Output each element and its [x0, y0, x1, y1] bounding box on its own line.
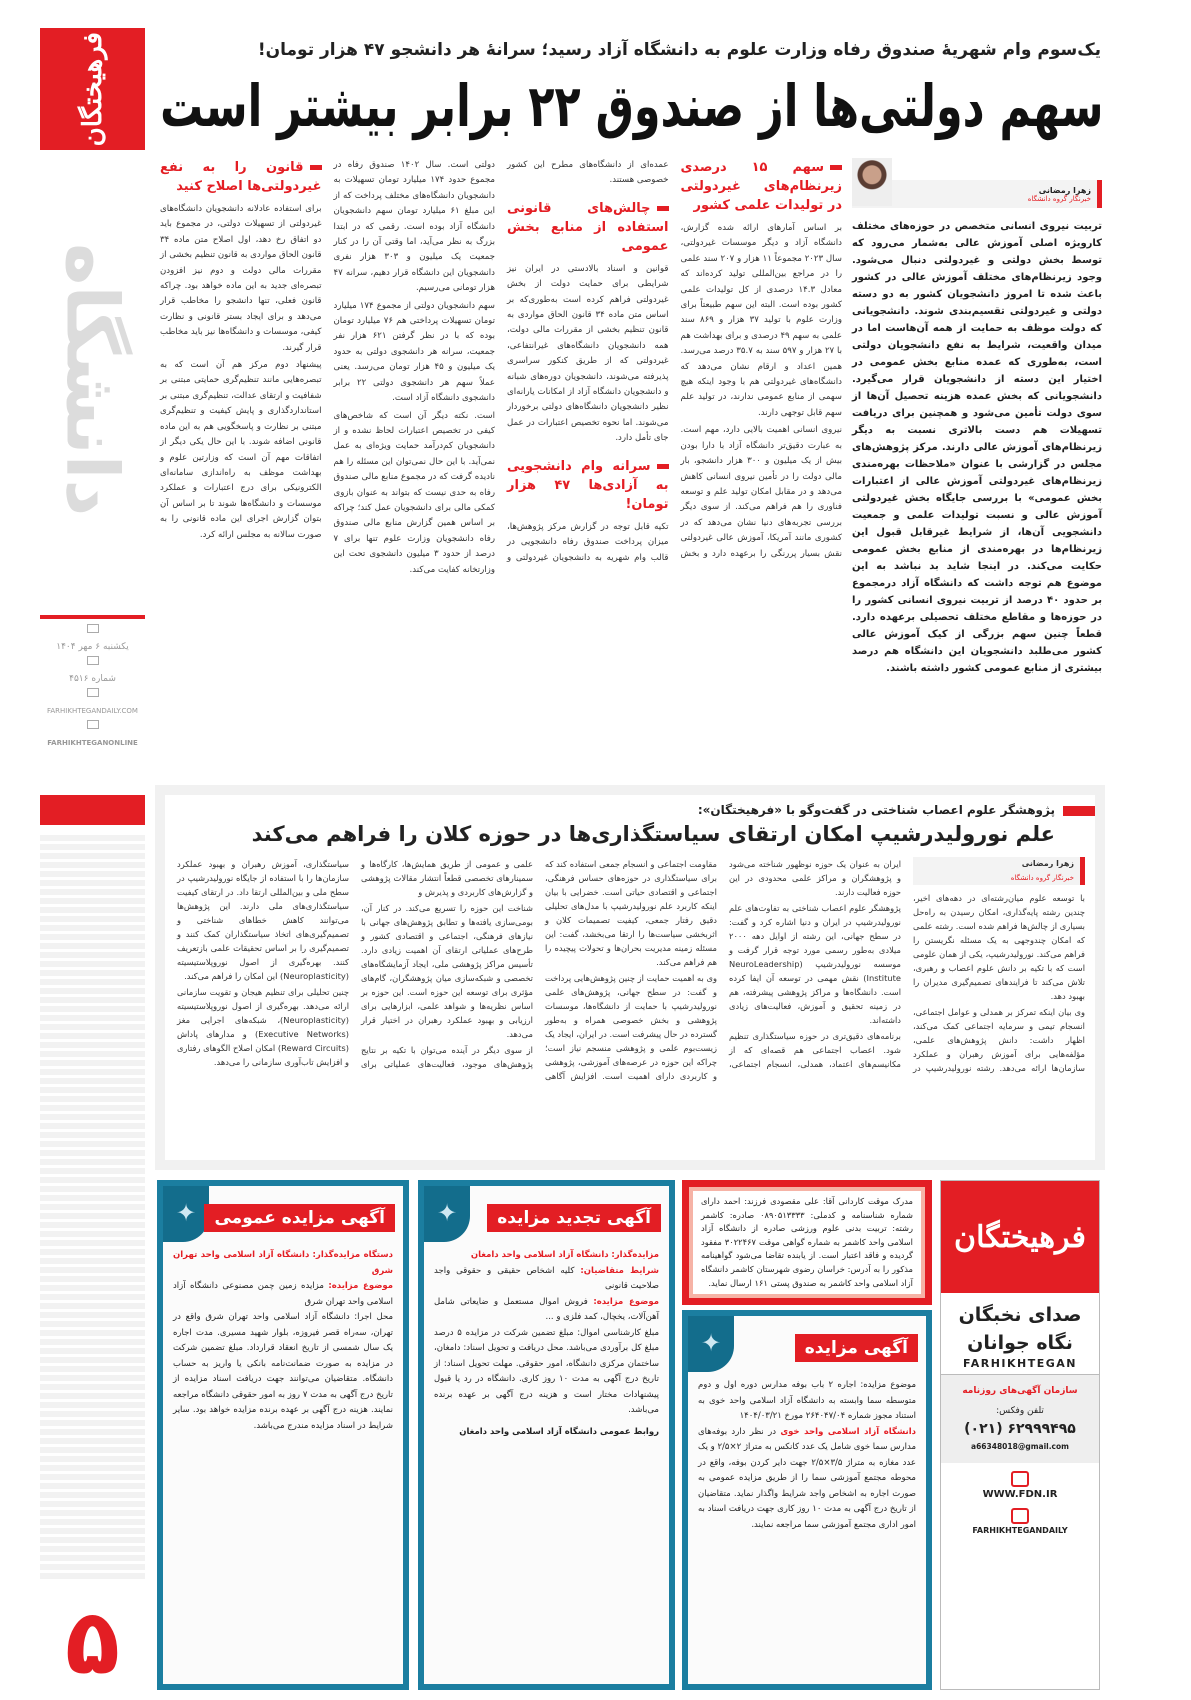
author-role: خبرنگار گروه دانشگاه	[1027, 194, 1091, 203]
ad-public-auction	[157, 1180, 409, 1690]
newspaper-logo[interactable]	[40, 28, 145, 150]
paragraph: برنامه‌های دقیق‌تری در حوزه سیاستگذاری تنظیم شود. اعصاب اجتماعی هم قصه‌ای که از مکانیسم‌های اعتماد، همدلی، انسجام اجتماعی، مقاومت اجتماعی و انسجام جمعی استفاده کند که برای سیاستگذاری در حوزه‌های حساس فرهنگی، اجتماعی و اقتصادی حیاتی است. خضرایی با بیان اینکه کاربرد علم نورولیدرشیپ با مدل‌های تحلیلی دقیق رفتار جمعی، کیفیت تصمیمات کلان و اثربخشی سیاست‌ها را ارتقا می‌بخشد، گفت: این مسئله زمینه مدیریت بحران‌ها و تحولات پیچیده را هم فراهم می‌کند.	[545, 859, 901, 1069]
subheading: چالش‌های قانونی استفاده از منابع بخش عمومی	[507, 200, 669, 254]
accent-bar	[40, 795, 145, 825]
ad-applicants: کلیه اشخاص حقیقی و حقوقی واجد صلاحیت قانونی	[434, 1265, 659, 1291]
ad-body: محل اجرا: دانشگاه آزاد اسلامی واحد تهران شرق واقع در تهران، سه‌راه قصر فیروزه، بلوار شهید مسیری. مدت اجاره یک سال شمسی از تاریخ انعقاد قرارداد. مبلغ تضمین شرکت در مزایده به صورت ضمانت‌نامه بانکی یا واریز به حساب دانشگاه. متقاضیان می‌توانند جهت دریافت اسناد مزایده از تاریخ درج آگهی به مدت ۷ روز به امور حقوقی دانشگاه مراجعه نمایند. هزینه درج آگهی بر عهده برنده مزایده خواهد بود. سایر شرایط در اسناد مزایده مندرج می‌باشد.	[173, 1312, 393, 1431]
paragraph: است. نکته دیگر آن است که شاخص‌های کیفی در تخصیص اعتبارات لحاظ نشده و از دانشجویان کم‌درآمد حمایت ویژه‌ای به عمل نمی‌آید. با این حال نمی‌توان این مسئله را هم نادیده گرفت که در مجموع منابع مالی صندوق رفاه به حدی نیست که بتواند به عنوان بازوی کمکی مالی برای دانشجویان عمل کند؛ چراکه بر اساس همین گزارش منابع مالی صندوق رفاه دانشجویان وزارت علوم تنها برای ۷ درصد از حدود ۳ میلیون دانشجوی تحت این وزارتخانه کفایت می‌کند.	[333, 410, 495, 575]
article1-headline-area	[160, 70, 1103, 146]
social-handle[interactable]: FARHIKHTEGANDAILY	[972, 1526, 1068, 1535]
university-emblem-icon: ✦	[688, 1316, 734, 1372]
ad-subject: فروش اموال مستعمل و ضایعاتی شامل آهن‌آلات، یخچال، کمد فلزی و ...	[434, 1296, 659, 1322]
author-name: زهرا رمضانی	[1038, 185, 1091, 195]
paragraph: برای استفاده عادلانه دانشجویان دانشگاه‌های غیردولتی از تسهیلات دولتی، در مجموع باید دو اتفاق رخ دهد، اول اصلاح متن ماده ۳۴ قانون الحاق مواردی به قانون تنظیم بخشی از مقررات مالی دولت و دوم نیز افزودن تبصره‌ای جدید به این ماده خواهد بود. چراکه قانون فعلی، تنها دانشجو را مخاطب قرار می‌دهد و برای ایجاد بستر قانونی و نظارت کیفی، موسسات و دانشگاه‌ها نیز باید مخاطب قرار گیرند.	[160, 204, 322, 353]
paragraph: نیروی انسانی اهمیت بالایی دارد، مهم است. به عبارت دقیق‌تر دانشگاه آزاد با دارا بودن بیش از یک میلیون و ۳۰۰ هزار دانشجو، بار مالی دولت را در تأمین نیروی انسانی کاهش می‌دهد و در مقابل امکان تولید علم و توسعه فناوری را هم فراهم می‌کند. از سوی دیگر بررسی تجربه‌های دنیا نشان می‌دهد که در کشوری مانند آمریکا، آموزش عالی غیردولتی نقش بسیار پررنگی را برعهده دارد و بخش عمده‌ای از دانشگاه‌های مطرح این کشور خصوصی هستند.	[507, 160, 842, 559]
subheading: سرانه وام دانشجویی به آزادی‌ها ۴۷ هزار تومان!	[507, 458, 669, 512]
phone-number[interactable]: (۰۲۱) ۶۲۹۹۹۴۹۵	[964, 1421, 1076, 1437]
phone-label: تلفن وفکس:	[996, 1406, 1044, 1416]
label: دستگاه مزایده‌گذار:	[312, 1250, 393, 1260]
newspaper-logo: فرهیختگان	[941, 1181, 1099, 1293]
label: موضوع مزایده:	[328, 1281, 393, 1291]
ad-renewed-auction	[418, 1180, 675, 1690]
university-emblem-icon: ✦	[163, 1186, 209, 1242]
calendar-icon	[87, 624, 99, 633]
author-name: زهرا رمضانی	[1021, 859, 1074, 868]
slogan: صدای نخبگان	[958, 1304, 1082, 1326]
ad-newspaper-contact	[940, 1180, 1100, 1690]
ad-body: مدرک موقت کاردانی آقا: علی مقصودی فرزند: احمد دارای شماره شناسنامه و کدملی: ۰۸۹۰۵۱۳۳۳۳ صادره: کاشمر رشته: تربیت بدنی علوم ورزشی صادره از دانشگاه آزاد اسلامی واحد کاشمر به شماره گواهی موقت ۳۰۲۲۴۶۷ مفقود گردیده و فاقد اعتبار است. از یابنده تقاضا می‌شود گواهینامه مذکور را به آدرس: خراسان رضوی شهرستان کاشمر دانشگاه آزاد اسلامی واحد کاشمر به صندوق پستی ۱۶۱ ارسال نماید.	[693, 1191, 921, 1294]
article2-box	[155, 785, 1105, 1170]
issue-date: یکشنبه ۶ مهر ۱۴۰۴	[56, 642, 129, 652]
section-title: دانشگاه	[50, 243, 135, 517]
ad-org: دانشگاه آزاد اسلامی واحد دامغان	[470, 1250, 609, 1260]
web-icon	[1011, 1471, 1029, 1487]
paragraph: وی بیان اینکه تمرکز بر همدلی و عوامل اجتماعی، انسجام تیمی و سرمایه اجتماعی کمک می‌کند، اظهار داشت: دانش پژوهش‌های علمی، مؤلفه‌هایی برای آموزش رهبران و عملکرد سازمان‌ها ارائه می‌دهد. رشته نورولیدرشیپ در ایران به عنوان یک حوزه نوظهور شناخته می‌شود و پژوهشگران و مراکز علمی محدودی در این حوزه فعالیت دارند.	[729, 859, 1085, 1073]
ad-title: آگهی مزایده	[795, 1334, 918, 1362]
logo-text: فرهیختگان	[77, 31, 108, 147]
author-photo	[852, 158, 892, 206]
slogan: نگاه جوانان	[967, 1332, 1073, 1354]
paragraph: شناخت این حوزه را تسریع می‌کند. در کنار آن، بومی‌سازی یافته‌ها و تطابق پژوهش‌های جهانی با نیازهای فرهنگی، اجتماعی و اقتصادی کشور و طرح‌های عملیاتی ارتقای آن اهمیت زیادی دارد. تأسیس مراکز پژوهشی ملی، ایجاد آزمایشگاه‌های تخصصی و شبکه‌سازی میان پژوهشگران، گام‌های مؤثری برای توسعه این حوزه است. این حوزه بر اساس نظریه‌ها و شواهد علمی، ابزارهایی برای ارزیابی و بهبود عملکرد رهبران در اختیار قرار می‌دهد.	[361, 903, 533, 1039]
subheading: سهم ۱۵ درصدی زیرنظام‌های غیردولتی در تولیدات علمی کشور	[680, 160, 842, 213]
article1-body	[160, 158, 842, 758]
page-number: ۵	[65, 1590, 120, 1695]
latin-name: FARHIKHTEGAN	[941, 1357, 1099, 1375]
label: شرایط متقاضیان:	[580, 1265, 659, 1276]
paragraph: تکیه قابل توجه در گزارش مرکز پژوهش‌ها، میزان پرداخت صندوق رفاه دانشجویی در قالب وام شهریه به دانشجویان غیردولتی و دولتی است. سال ۱۴۰۲ صندوق رفاه در مجموع حدود ۱۷۴ میلیارد تومان تسهیلات به دانشجویان دانشگاه‌های مختلف پرداخت که از این مبلغ ۶۱ میلیارد تومان سهم دانشجویان دانشگاه آزاد بوده است. رقمی که در ابتدا بزرگ به نظر می‌آید، اما وقتی آن را در کنار جمعیت یک میلیون و ۳۰۳ هزار نفری دانشجویان این دانشگاه قرار دهیم، سرانه ۴۷ هزار تومانی می‌رسیم.	[333, 160, 669, 563]
paragraph: پژوهشگر علوم اعصاب شناختی به تفاوت‌های علم نورولیدرشیپ در ایران و دنیا اشاره کرد و گفت: در سطح جهانی، این رشته از اوایل دهه ۲۰۰۰ میلادی به‌طور رسمی مورد توجه قرار گرفت و موسسه نورولیدرشیپ (NeuroLeadership Institute) نقش مهمی در توسعه آن ایفا کرده است. دانشگاه‌ها و مراکز پژوهشی پیشرفته، هم در زمینه تحقیق و آموزش، فعالیت‌های زیادی داشته‌اند.	[729, 903, 901, 1025]
divider	[40, 615, 145, 619]
issue-number: شماره ۴۵۱۶	[69, 674, 116, 684]
ad-body: موضوع مزایده: اجاره ۲ باب بوفه مدارس دوره اول و دوم متوسطه سما وابسته به دانشگاه آزاد اسلامی واحد خوی به استناد مجوز شماره ۲۶۴۰۴۷/۰۴ مورخ ۱۴۰۴/۰۳/۲۱	[698, 1380, 917, 1421]
ad-title: آگهی تجدید مزایده	[487, 1204, 661, 1232]
ad-org: دانشگاه آزاد اسلامی واحد خوی	[780, 1426, 916, 1437]
website-link[interactable]: FARHIKHTEGANDAILY.COM	[47, 707, 138, 715]
article1-lead-column	[852, 158, 1102, 677]
decorative-strip	[40, 835, 145, 1580]
paragraph: از سوی دیگر در آینده می‌توان با تکیه بر نتایج پژوهش‌های موجود، فعالیت‌های عملیاتی برای سیاستگذاری، آموزش رهبران و بهبود عملکرد سازمان‌ها را با استفاده از جایگاه نورولیدرشیپ در سطح ملی و بین‌المللی ارتقا داد. در ارتقای کیفیت سیاستگذاری‌های ملی دارند. این پژوهش‌ها می‌توانند کاهش خطاهای شناختی و تصمیم‌گیری‌های اتخاذ سیاستگذاران کمک کنند و تصمیم‌گیری را بر اساس تحقیقات علمی بازتعریف کنند. بهره‌گیری از اصول نوروپلاستیسیته (Neuroplasticity) این امکان را فراهم می‌کند.	[177, 859, 533, 1069]
ad-lost-document	[682, 1180, 932, 1305]
issue-number-icon	[87, 656, 99, 665]
author-byline	[852, 180, 1102, 208]
paragraph: قوانین و اسناد بالادستی در ایران نیز شرایطی برای حمایت دولت از بخش غیردولتی فراهم کرده است به‌طوری‌که بر اساس متن ماده ۳۴ قانون الحاق مواردی به قانون تنظیم بخشی از مقررات مالی دولت، همه دانشجویان دانشگاه‌های غیرانتفاعی، غیردولتی که از طریق کنکور سراسری پذیرفته می‌شوند، دانشجویان دوره‌های شبانه و دانشجویان دانشگاه آزاد از امکانات یارانه‌ای نظیر دانشجویان دانشگاه‌های دولتی برخوردار می‌شوند. اما نحوه تخصیص اعتبارات در عمل جای تأمل دارد.	[507, 263, 669, 444]
paragraph: پیشنهاد دوم مرکز هم آن است که به تبصره‌هایی مانند تنظیم‌گری حمایتی مبتنی بر شفافیت و ارتقای عدالت، تنظیم‌گری مبتنی بر استانداردگذاری و پایش کیفیت و تنظیم‌گری مبتنی بر نظارت و پاسخگویی هم به این ماده قانونی اضافه شوند. با این حال یکی دیگر از اتفاقات مهم آن است که وزارتین علوم و بهداشت موظف به راه‌اندازی سامانه‌ای الکترونیکی برای درج اعتبارات و عملکرد موسسات و دانشگاه‌ها شوند تا بر اساس آن بتوان گزارش اجرای این ماده قانونی را به صورت سالانه به مجلس ارائه کرد.	[160, 360, 322, 540]
paragraph: بر اساس آمارهای ارائه شده گزارش، دانشگاه آزاد و دیگر موسسات غیردولتی، سال ۲۰۲۳ مجموعاً ۱۱ هزار و ۲۰۷ سند علمی را در مراجع بین‌المللی تولید کرده‌اند که معادل ۱۴.۳ درصدی از کل تولیدات علمی کشور بوده است. البته این سهم طبیعتاً برای وزارت علوم با تولید ۳۷ هزار و ۸۶۹ سند علمی به سهم ۴۹ درصدی و برای بهداشت هم با ۲۷ هزار و ۵۹۷ سند به ۳۵.۷ درصد می‌رسد. همین اعداد و ارقام نشان می‌دهد که دانشگاه‌های غیردولتی هم با وجود اینکه هیچ سهمی از منابع عمومی ندارند، در تولید علم سهم قابل توجهی دارند.	[680, 223, 843, 418]
author-role: خبرنگار گروه دانشگاه	[1010, 874, 1074, 882]
ad-subject: مزایده زمین چمن مصنوعی دانشگاه آزاد اسلامی واحد تهران شرق	[173, 1281, 393, 1307]
subheading: قانون را به نفع غیردولتی‌ها اصلاح کنید	[160, 160, 322, 194]
ad-body: مبلغ کارشناسی اموال: مبلغ تضمین شرکت در مزایده ۵ درصد مبلغ کل برآوردی می‌باشد. محل دریافت و تحویل اسناد: دامغان، ساختمان مرکزی دانشگاه، امور حقوقی. مهلت تحویل اسناد: از تاریخ درج آگهی به مدت ۱۰ روز کاری. دانشگاه در رد یا قبول پیشنهادات مختار است و هزینه درج آگهی بر عهده برنده می‌باشد.	[434, 1327, 659, 1415]
ads-org: سازمان آگهی‌های روزنامه	[962, 1386, 1078, 1396]
ad-auction	[682, 1310, 932, 1690]
paragraph: سهم دانشجویان دولتی از مجموع ۱۷۴ میلیارد تومان تسهیلات پرداختی هم ۷۶ میلیارد تومان بوده که با در نظر گرفتن ۶۲۱ هزار نفر جمعیت، سرانه هر دانشجوی دولتی به حدود یک میلیون و ۴۵ هزار تومان می‌رسد. یعنی عملاً سهم هر دانشجوی دولتی ۲۲ برابر دانشجوی دانشگاه آزاد است.	[333, 300, 496, 404]
article2-body	[177, 857, 1085, 1083]
social-icon	[1011, 1508, 1029, 1524]
email-link[interactable]: a66348018@gmail.com	[971, 1442, 1069, 1451]
social-icon	[87, 720, 99, 729]
web-icon	[87, 688, 99, 697]
ad-signature: روابط عمومی دانشگاه آزاد اسلامی واحد دامغان	[459, 1426, 659, 1437]
article1-headline: سهم دولتی‌ها از صندوق ۲۲ برابر بیشتر است	[159, 72, 1103, 140]
paragraph: با توسعه علوم میان‌رشته‌ای در دهه‌های اخیر، چندین رشته پایه‌گذاری، امکان رسیدن به راه‌حل بسیاری از چالش‌ها فراهم شده است. رشته علمی که امکان چندوجهی به یک مسئله نگریستن را فراهم می‌کند. نورولیدرشیپ، یکی از همان علومی است که با تکیه بر دانش علوم اعصاب و رهبری، تلاش می‌کند تا فرایندهای تصمیم‌گیری مدیران را بهبود دهد.	[913, 893, 1085, 1001]
article1-subtitle: یک‌سوم وام شهریهٔ صندوق رفاه وزارت علوم به دانشگاه آزاد رسید؛ سرانهٔ هر دانشجو ۴۷ هزار تومان!	[257, 40, 1101, 60]
university-emblem-icon: ✦	[424, 1186, 470, 1242]
article1-lead: تربیت نیروی انسانی متخصص در حوزه‌های مختلف کارویژه اصلی آموزش عالی به‌شمار می‌رود که توسط بخش دولتی و غیردولتی دنبال می‌شود. وجود زیرنظام‌های مختلف آموزش عالی در کشور باعث شده تا امروز دانشجویان کشور به دو دسته دولتی و غیردولتی تقسیم‌بندی شوند. دانشجویانی که دولت موظف به حمایت از همه آن‌هاست اما در میدان واقعیت، شرایط به نفع دانشجویان دولتی است، به‌طوری که عمده منابع بخش عمومی در اختیار این دسته از دانشجویان قرار می‌گیرد. دانشجویانی که بخش عمده هزینه تحصیل آن‌ها از سوی دولت تأمین می‌شود و همچنین برای دریافت تسهیلات هم دست بالاتری نسبت به دیگر زیرنظام‌های آموزش عالی دارند. مرکز پژوهش‌های مجلس در گزارشی با عنوان «ملاحظات بهره‌مندی زیرنظام‌های غیردولتی آموزش عالی از اعتبارات بخش عمومی» با بررسی جایگاه بخش غیردولتی آموزش عالی و نسبت تولیدات علمی و جمعیت دانشجویی آن‌ها، از شرایط غیرقابل قبول این زیرنظام‌ها در بهره‌مندی از منابع بخش عمومی حکایت می‌کند. در اینجا شاید بد نباشد به این موضوع هم توجه داشت که دانشگاه آزاد درمجموع بر حدود ۴۰ درصد از تربیت نیروی انسانی کشور را در حوزه‌ها و مقاطع مختلف تحصیلی برعهده دارد. قطعاً چنین سهم بزرگی از کیک آموزش عالی کشور می‌طلبد دانشجویان این دانشگاه هم درصد بیشتری از منابع عمومی کشور داشته باشند.	[852, 221, 1102, 674]
author-byline	[913, 857, 1085, 885]
masthead-column	[0, 0, 150, 1700]
paragraph: وی به اهمیت حمایت از چنین پژوهش‌هایی پرداخت و گفت: در سطح جهانی، پژوهش‌های علمی نورولیدرشیپ با حمایت از دانشگاه‌ها، موسسات پژوهشی و بخش خصوصی همراه و به‌طور گسترده در حال پیشرفت است. در ایران، ایجاد یک زیست‌بوم علمی و پژوهشی منسجم نیاز است؛ چراکه این حوزه در عرصه‌های آموزشی، پژوهشی و کاربردی دارای اهمیت است. افزایش آگاهی علمی و عمومی از طریق همایش‌ها، کارگاه‌ها و سمینارهای تخصصی قطعاً انتشار مقالات پژوهشی و گزارش‌های کاربردی و پذیرش و	[361, 859, 717, 1081]
label: موضوع مزایده:	[593, 1296, 659, 1307]
social-handle[interactable]: FARHIKHTEGANONLINE	[47, 739, 138, 747]
ad-body: در نظر دارد بوفه‌های مدارس سما خوی شامل یک عدد کانکس به متراژ ۲×۲/۵ و یک عدد مغازه به متراژ ۳/۵×۲/۵ جهت دایر کردن بوفه، واقع در محوطه مجتمع آموزشی سما را از طریق مزایده عمومی به صورت اجاره به اشخاص واجد شرایط واگذار نماید. متقاضیان از تاریخ درج آگهی به مدت ۱۰ روز کاری جهت دریافت اسناد به امور اداری مجتمع آموزشی سما مراجعه نمایند.	[697, 1426, 917, 1530]
issue-info	[40, 615, 145, 751]
ad-title: آگهی مزایده عمومی	[204, 1204, 395, 1232]
paragraph: چنین تحلیلی برای تنظیم هیجان و تقویت سازمانی ارائه می‌دهد. بهره‌گیری از اصول نوروپلاستیسیته (Neuroplasticity)، شبکه‌های اجرایی مغز (Executive Networks) و مدارهای پاداش (Reward Circuits) امکان اصلاح الگوهای رفتاری و افزایش تاب‌آوری سازمانی را می‌دهد.	[177, 987, 349, 1067]
label: مزایده‌گذار:	[611, 1250, 659, 1260]
ad-org: دانشگاه آزاد اسلامی واحد تهران شرق	[173, 1250, 393, 1276]
website-link[interactable]: WWW.FDN.IR	[982, 1489, 1058, 1500]
article2-subtitle: پژوهشگر علوم اعصاب شناختی در گفت‌وگو با «فرهیختگان»:	[697, 803, 1055, 817]
article2-headline: علم نورولیدرشیپ امکان ارتقای سیاستگذاری‌ها در حوزه کلان را فراهم می‌کند	[251, 822, 1055, 846]
